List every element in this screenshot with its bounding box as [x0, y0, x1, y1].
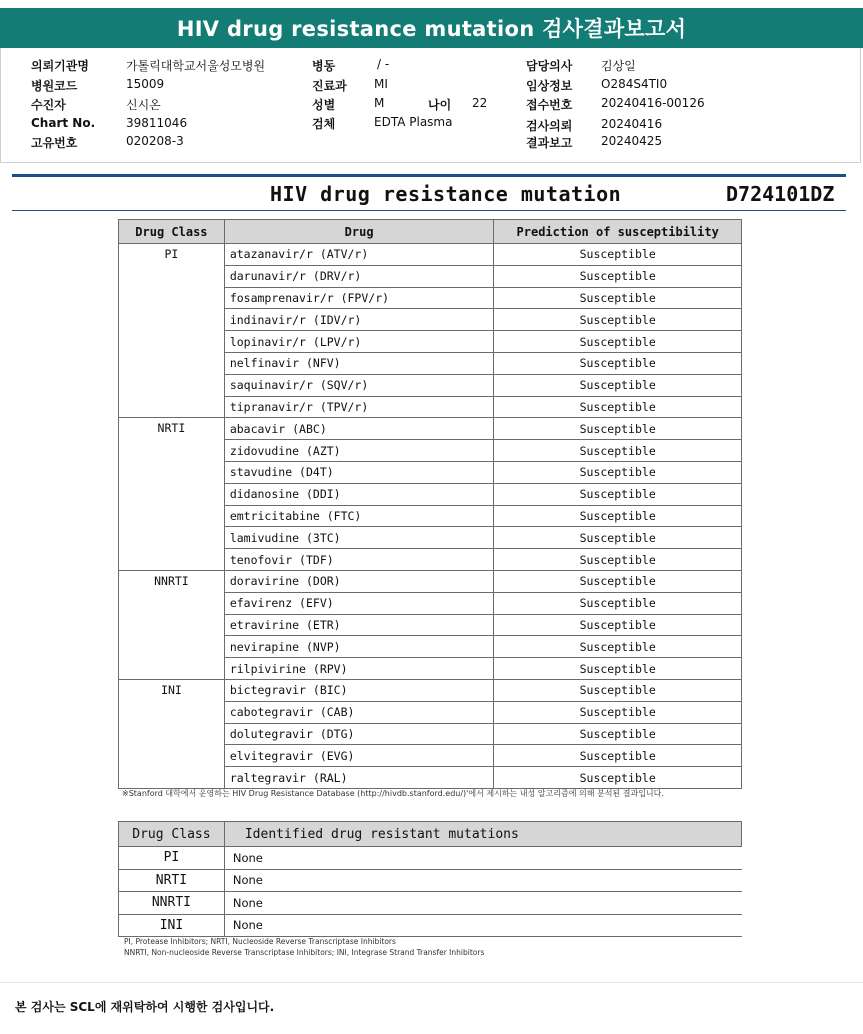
drug-cell: tenofovir (TDF) [224, 549, 494, 571]
value-requesting-institution: 가톨릭대학교서울성모병원 [126, 59, 266, 73]
table-row [119, 847, 742, 870]
prediction-cell: Susceptible [494, 679, 742, 701]
drug-cell: saquinavir/r (SQV/r) [224, 374, 494, 396]
test-code: D724101DZ [726, 182, 835, 206]
table-row [119, 244, 742, 266]
drug-cell: bictegravir (BIC) [224, 679, 494, 701]
drug-cell: rilpivirine (RPV) [224, 658, 494, 680]
value-chart-no: 39811046 [126, 116, 188, 130]
prediction-cell: Susceptible [494, 374, 742, 396]
drug-cell: indinavir/r (IDV/r) [224, 309, 494, 331]
prediction-cell: Susceptible [494, 527, 742, 549]
value-sex: M [374, 96, 385, 110]
label-sex: 성별 [312, 98, 336, 112]
drug-class-cell: NNRTI [119, 570, 225, 679]
value-unique-id: 020208-3 [126, 134, 184, 148]
drug-cell: tipranavir/r (TPV/r) [224, 396, 494, 418]
prediction-cell: Susceptible [494, 701, 742, 723]
value-request-date: 20240416 [601, 117, 663, 131]
prediction-cell: Susceptible [494, 244, 742, 266]
drug-cell: cabotegravir (CAB) [224, 701, 494, 723]
table-row [119, 570, 742, 592]
prediction-cell: Susceptible [494, 745, 742, 767]
label-chart-no: Chart No. [31, 116, 96, 130]
label-report-date: 결과보고 [526, 136, 573, 150]
prediction-cell: Susceptible [494, 309, 742, 331]
drug-cell: nelfinavir (NFV) [224, 352, 494, 374]
drug-cell: dolutegravir (DTG) [224, 723, 494, 745]
prediction-cell: Susceptible [494, 352, 742, 374]
header-drug: Drug [224, 220, 494, 244]
report-document [0, 164, 863, 980]
label-requesting-institution: 의뢰기관명 [31, 59, 89, 73]
prediction-cell: Susceptible [494, 549, 742, 571]
label-ward: 병동 [312, 59, 336, 73]
document-title: HIV drug resistance mutation [270, 182, 622, 206]
drug-cell: zidovudine (AZT) [224, 440, 494, 462]
prediction-cell: Susceptible [494, 461, 742, 483]
drug-class-cell: PI [119, 244, 225, 418]
abbrev-note-line: NNRTI, Non-nucleoside Reverse Transcriptase Inhibitors; INI, Integrase Strand Transfer Inhibitors [124, 948, 485, 957]
prediction-cell: Susceptible [494, 505, 742, 527]
header-prediction: Prediction of susceptibility [494, 220, 742, 244]
title-rule-top [12, 174, 846, 177]
prediction-cell: Susceptible [494, 265, 742, 287]
table-row [119, 914, 742, 937]
value-report-date: 20240425 [601, 134, 663, 148]
value-receipt-no: 20240416-00126 [601, 96, 705, 110]
stanford-note: ※Stanford 대학에서 운영하는 HIV Drug Resistance Database (http://hivdb.stanford.edu/)'에서 제시하는 내성 알고리즘에 의해 분석된 결과입니다. [122, 789, 664, 798]
drug-cell: stavudine (D4T) [224, 461, 494, 483]
label-receipt-no: 접수번호 [526, 98, 573, 112]
prediction-cell: Susceptible [494, 440, 742, 462]
table-row [119, 869, 742, 892]
drug-cell: etravirine (ETR) [224, 614, 494, 636]
drug-cell: elvitegravir (EVG) [224, 745, 494, 767]
value-specimen: EDTA Plasma [374, 115, 453, 129]
prediction-cell: Susceptible [494, 658, 742, 680]
drug-cell: lamivudine (3TC) [224, 527, 494, 549]
prediction-cell: Susceptible [494, 614, 742, 636]
label-clinical-info: 임상정보 [526, 79, 573, 93]
footer-note: 본 검사는 SCL에 재위탁하여 시행한 검사입니다. [15, 1000, 275, 1014]
table-row [119, 418, 742, 440]
footer-divider [0, 982, 863, 983]
label-specimen: 검체 [312, 117, 336, 131]
prediction-cell: Susceptible [494, 396, 742, 418]
header-mutation-class: Drug Class [119, 822, 225, 847]
label-request-date: 검사의뢰 [526, 119, 573, 133]
abbrev-note-line: PI, Protease Inhibitors; NRTI, Nucleoside Reverse Transcriptase Inhibitors [124, 937, 396, 946]
table-row [119, 892, 742, 915]
patient-info-panel [0, 48, 861, 163]
label-department: 진료과 [312, 79, 347, 93]
drug-cell: emtricitabine (FTC) [224, 505, 494, 527]
prediction-cell: Susceptible [494, 418, 742, 440]
prediction-cell: Susceptible [494, 570, 742, 592]
drug-cell: doravirine (DOR) [224, 570, 494, 592]
mutation-class-cell: NNRTI [119, 892, 225, 915]
mutation-class-cell: INI [119, 914, 225, 937]
value-patient-name: 신시온 [126, 98, 161, 112]
drug-class-cell: NRTI [119, 418, 225, 571]
label-unique-id: 고유번호 [31, 136, 78, 150]
drug-cell: abacavir (ABC) [224, 418, 494, 440]
drug-cell: nevirapine (NVP) [224, 636, 494, 658]
mutation-value-cell: None [224, 869, 741, 892]
value-ward: / - [377, 57, 390, 71]
mutation-class-cell: PI [119, 847, 225, 870]
susceptibility-table [118, 219, 742, 789]
drug-cell: lopinavir/r (LPV/r) [224, 331, 494, 353]
table-row [119, 679, 742, 701]
label-hospital-code: 병원코드 [31, 79, 78, 93]
prediction-cell: Susceptible [494, 331, 742, 353]
drug-cell: atazanavir/r (ATV/r) [224, 244, 494, 266]
drug-cell: raltegravir (RAL) [224, 767, 494, 789]
value-age: 22 [472, 96, 488, 110]
mutation-class-cell: NRTI [119, 869, 225, 892]
prediction-cell: Susceptible [494, 592, 742, 614]
prediction-cell: Susceptible [494, 483, 742, 505]
prediction-cell: Susceptible [494, 636, 742, 658]
mutation-value-cell: None [224, 892, 741, 915]
value-department: MI [374, 77, 388, 91]
prediction-cell: Susceptible [494, 723, 742, 745]
title-rule-bottom [12, 210, 846, 211]
label-age: 나이 [428, 98, 452, 112]
drug-cell: didanosine (DDI) [224, 483, 494, 505]
drug-class-cell: INI [119, 679, 225, 788]
prediction-cell: Susceptible [494, 767, 742, 789]
mutation-value-cell: None [224, 914, 741, 937]
label-patient-name: 수진자 [31, 98, 66, 112]
mutation-value-cell: None [224, 847, 741, 870]
value-physician: 김상일 [601, 59, 636, 73]
report-title: HIV drug resistance mutation 검사결과보고서 [0, 8, 863, 48]
drug-cell: efavirenz (EFV) [224, 592, 494, 614]
value-hospital-code: 15009 [126, 77, 165, 91]
prediction-cell: Susceptible [494, 287, 742, 309]
header-drug-class: Drug Class [119, 220, 225, 244]
abbreviation-notes [124, 936, 484, 958]
value-clinical-info: O284S4TI0 [601, 77, 668, 91]
header-mutations: Identified drug resistant mutations [224, 822, 741, 847]
drug-cell: darunavir/r (DRV/r) [224, 265, 494, 287]
drug-cell: fosamprenavir/r (FPV/r) [224, 287, 494, 309]
mutation-table [118, 821, 742, 937]
label-physician: 담당의사 [526, 59, 573, 73]
